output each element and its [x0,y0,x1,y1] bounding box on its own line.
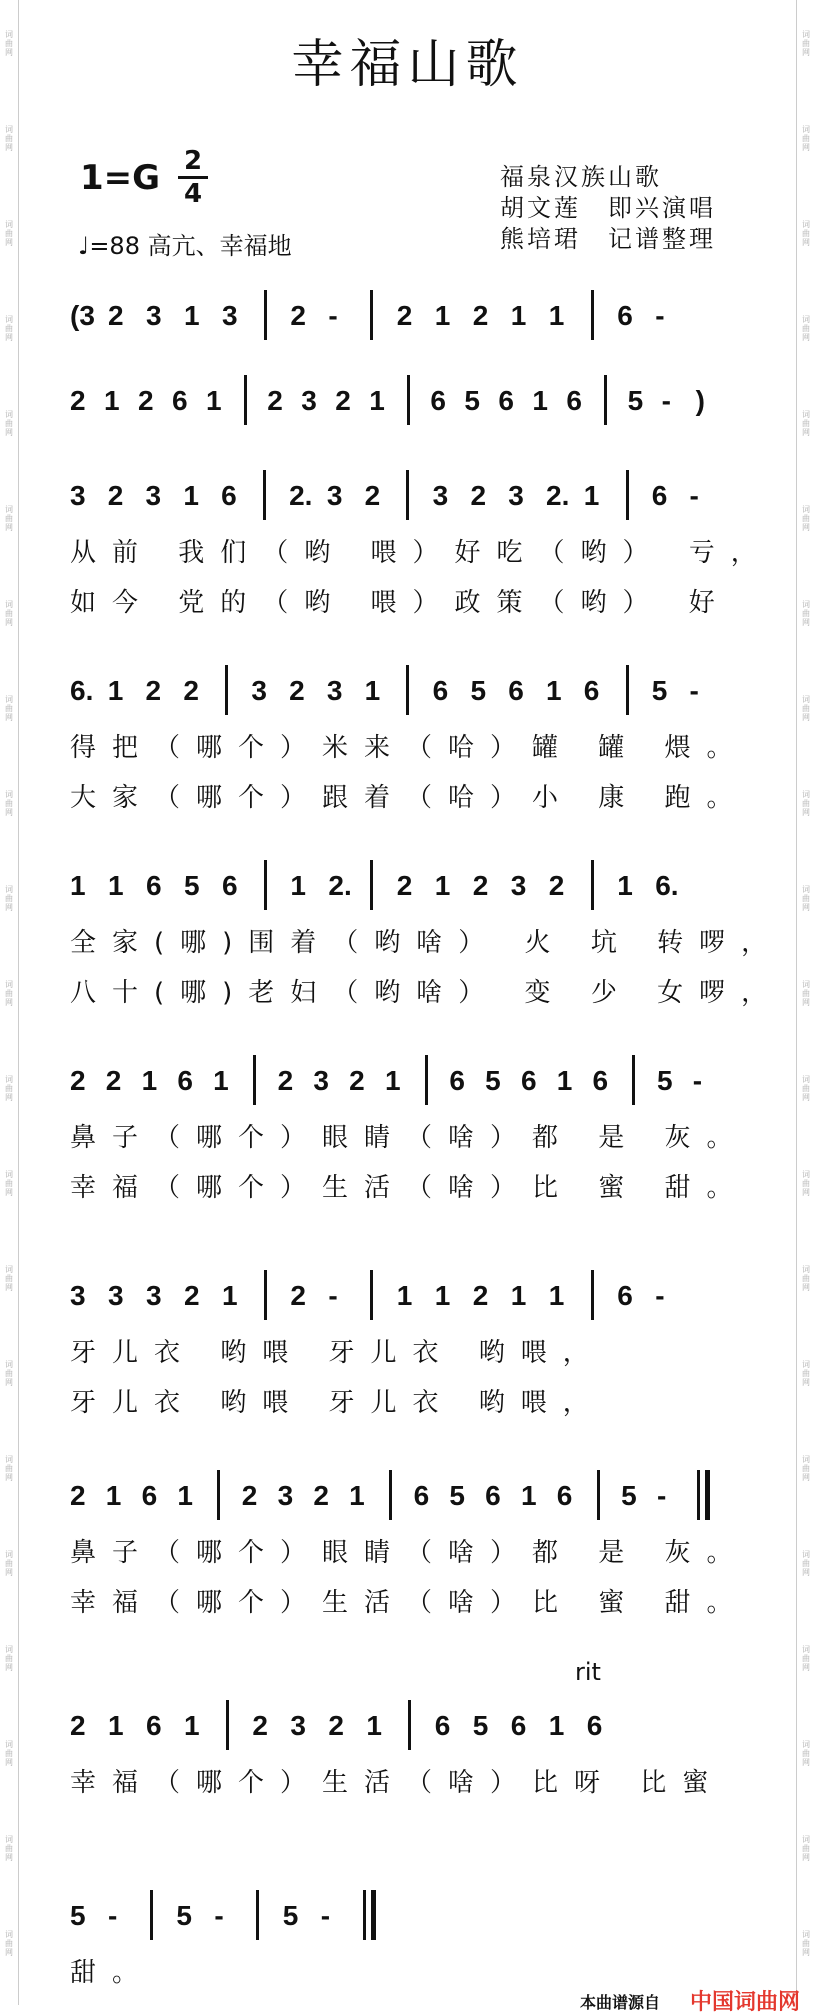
watermark-text: 词 曲 网 [5,1835,13,1862]
watermark-text: 词 曲 网 [5,30,13,57]
notation-line [70,1470,760,1520]
note: 1 [213,1065,229,1096]
note: 2 [364,480,381,511]
note: 5 [656,1065,673,1096]
note: 1 [556,1065,573,1096]
note: 3 [290,1710,306,1741]
note: 5 [282,1900,299,1931]
note: 2. [289,480,313,511]
notation-line [70,1890,760,1940]
watermark-text: 词 曲 网 [5,1360,13,1387]
note: 6 [485,1480,501,1511]
note: 6 [434,1710,451,1741]
bar-line [263,470,266,520]
bar-line [626,665,629,715]
watermark-text: 词 曲 网 [802,125,810,152]
note: 1 [349,1480,365,1511]
note: 2 [470,480,487,511]
lyric-line: 幸福（哪个）生活（啥）比 蜜 甜。 [70,1173,749,1203]
note: 6. [655,870,679,901]
watermark-text: 词 曲 网 [5,1550,13,1577]
watermark-text: 词 曲 网 [802,220,810,247]
bar-line [591,860,594,910]
note: 1 [206,385,222,416]
time-bottom: 4 [183,179,203,209]
bar-line [217,1470,220,1520]
note: 6 [583,675,600,706]
note: 1 [184,300,200,331]
note: 2 [349,1065,365,1096]
tempo-mark: rit [575,1658,601,1686]
note: 3 [277,1480,294,1511]
note: 1 [532,385,548,416]
note: 6 [498,385,514,416]
bar-line [150,1890,153,1940]
note: 2 [145,675,162,706]
note: 2 [290,300,306,331]
watermark-text: 词 曲 网 [5,885,13,912]
bar-line [370,1270,373,1320]
note: 2 [252,1710,268,1741]
note: 1 [520,1480,537,1511]
note: 2 [108,300,124,331]
lyric-line: 甜。 [70,1958,155,1988]
notation-line [70,470,760,520]
watermark-text: 词 曲 网 [5,1740,13,1767]
note: 2 [289,675,305,706]
note: 5 [464,385,480,416]
note: 1 [546,675,562,706]
note: 1 [548,1710,565,1741]
watermark-text: 词 曲 网 [5,1455,13,1482]
note: 1 [141,1065,158,1096]
bar-line [406,470,409,520]
note: 2 [472,870,489,901]
credits [500,162,716,255]
note: 5 [651,675,668,706]
note: 2 [548,870,565,901]
note: 1 [434,870,451,901]
watermark-text: 词 曲 网 [802,1835,810,1862]
lyric-line: 从前 我们（哟 喂）好吃（哟） 亏， [70,538,773,568]
note: 2 [313,1480,329,1511]
watermark-text: 词 曲 网 [802,1075,810,1102]
note: 1 [617,870,633,901]
note: 1 [184,1710,200,1741]
bar-line [591,290,594,340]
note: ) [695,385,705,416]
note: - [320,1900,331,1931]
note: 3 [510,870,527,901]
bar-line [264,290,267,340]
bar-line [632,1055,635,1105]
bar-line [407,375,410,425]
lyric-line: 大家（哪个）跟着（哈）小 康 跑。 [70,783,749,813]
watermark-text: 词 曲 网 [802,315,810,342]
lyric-line: 牙儿衣 哟喂 牙儿衣 哟喂， [70,1388,605,1418]
note: 2 [472,300,489,331]
note: 2 [138,385,154,416]
bar-line [244,375,247,425]
note: - [328,300,338,331]
watermark-text: 词 曲 网 [802,980,810,1007]
note: 3 [301,385,317,416]
note: 2 [267,385,283,416]
lyric-line: 如今 党的（哟 喂）政策（哟） 好 [70,588,731,618]
note: 2 [328,1710,344,1741]
note: 1 [177,1480,193,1511]
bar-line [591,1270,594,1320]
watermark-text: 词 曲 网 [5,1170,13,1197]
note: 2 [335,385,351,416]
note: 2 [277,1065,294,1096]
note: 6 [221,480,237,511]
bar-line [264,1270,267,1320]
note: 1 [510,1280,527,1311]
note: 2 [70,385,86,416]
note: 3 [146,1280,162,1311]
bar-line [389,1470,392,1520]
note: - [108,1900,118,1931]
note: 6 [510,1710,527,1741]
note: 6 [520,1065,537,1096]
footer-brand: 中国词曲网 [690,1990,801,2015]
watermark-text: 词 曲 网 [5,315,13,342]
note: 6 [617,300,633,331]
note: 2 [290,1280,306,1311]
watermark-text: 词 曲 网 [802,790,810,817]
note: 5 [627,385,644,416]
note: 1 [396,1280,413,1311]
time-signature [178,148,208,207]
note: 3 [108,1280,124,1311]
bar-line [626,470,629,520]
credit-line: 福泉汉族山歌 [500,163,662,191]
note: 3 [508,480,524,511]
note: 6 [586,1710,603,1741]
note: 1 [434,300,451,331]
note: 1 [364,675,381,706]
note: 6 [413,1480,430,1511]
bar-line [705,1470,710,1520]
note: 1 [510,300,527,331]
watermark-text: 词 曲 网 [5,790,13,817]
watermark-text: 词 曲 网 [5,695,13,722]
note: - [661,385,671,416]
note: 1 [108,870,124,901]
watermark-text: 词 曲 网 [5,1265,13,1292]
bar-line [425,1055,428,1105]
bar-line [226,1700,229,1750]
note: 1 [434,1280,451,1311]
page-title: 幸福山歌 [291,35,524,95]
note: 1 [548,1280,565,1311]
note: 1 [108,1710,124,1741]
credit-line: 胡文莲 即兴演唱 [500,194,716,222]
tempo: ♩=88 高亢、幸福地 [78,232,292,260]
watermark-text: 词 曲 网 [5,980,13,1007]
note: - [655,1280,665,1311]
note: 2 [70,1065,86,1096]
watermark-text: 词 曲 网 [5,1645,13,1672]
bar-line [370,860,373,910]
note: 1 [583,480,600,511]
note: - [655,300,665,331]
note: 3 [70,1280,86,1311]
lyric-line: 牙儿衣 哟喂 牙儿衣 哟喂， [70,1338,605,1368]
bar-line [363,1890,366,1940]
note: 5 [472,1710,489,1741]
bar-line [406,665,409,715]
watermark-text: 词 曲 网 [5,125,13,152]
note: 5 [70,1900,86,1931]
note: 5 [449,1480,465,1511]
note: 2 [107,480,124,511]
note: 1 [70,870,86,901]
note: - [689,675,699,706]
watermark-text: 词 曲 网 [802,1170,810,1197]
note: 1 [107,675,124,706]
note: 3 [146,300,162,331]
watermark-text: 词 曲 网 [802,410,810,437]
lyric-line: 幸福（哪个）生活（啥）比呀 比蜜 [70,1768,725,1798]
bar-line [408,1700,411,1750]
bar-line [264,860,267,910]
note: 6 [432,675,449,706]
note: 2. [328,870,352,901]
lyric-line: 幸福（哪个）生活（啥）比 蜜 甜。 [70,1588,749,1618]
watermark-text: 词 曲 网 [5,410,13,437]
watermark-text: 词 曲 网 [802,1455,810,1482]
watermark-text: 词 曲 网 [5,1075,13,1102]
watermark-text: 词 曲 网 [802,1550,810,1577]
note: 6 [177,1065,193,1096]
note: 6 [449,1065,465,1096]
note: 1 [290,870,306,901]
notation-line [70,375,760,425]
note: 2 [241,1480,258,1511]
note: - [328,1280,338,1311]
note: 6 [566,385,582,416]
lyric-line: 鼻子（哪个）眼睛（啥）都 是 灰。 [70,1123,749,1153]
watermark-text: 词 曲 网 [802,1360,810,1387]
note: 1 [384,1065,401,1096]
bar-line [697,1470,700,1520]
lyric-line: 全家(哪)围着（哟啥） 火 坑 转啰， [70,928,784,958]
watermark-text: 词 曲 网 [802,30,810,57]
note: 2 [184,1280,200,1311]
footer-source: 本曲谱源自 [580,1993,661,2012]
note: 3 [313,1065,329,1096]
note: 6 [430,385,446,416]
watermark-text: 词 曲 网 [802,600,810,627]
watermark-text: 词 曲 网 [802,1645,810,1672]
notation-line [70,290,760,340]
note: 5 [184,870,200,901]
notation-line [70,1700,760,1750]
note: 2 [396,870,413,901]
bar-line [225,665,228,715]
watermark-text: 词 曲 网 [802,695,810,722]
bar-line [604,375,607,425]
credit-line: 熊培珺 记谱整理 [500,225,716,253]
watermark-text: 词 曲 网 [802,1930,810,1957]
note: 1 [104,385,120,416]
note: 6 [508,675,524,706]
note: 2 [70,1710,86,1741]
notation-line [70,1055,760,1105]
watermark-text: 词 曲 网 [5,220,13,247]
note: 2 [396,300,413,331]
note: - [689,480,699,511]
note: 3 [222,300,238,331]
note: 3 [70,480,86,511]
lyric-line: 八十(哪)老妇（哟啥） 变 少 女啰， [70,978,784,1008]
note: - [692,1065,703,1096]
notation-line [70,860,760,910]
note: 3 [326,480,343,511]
note: 3 [432,480,449,511]
watermark-text: 词 曲 网 [802,505,810,532]
note: 6 [651,480,668,511]
note: 2. [546,480,570,511]
note: 6 [141,1480,158,1511]
note: 3 [145,480,162,511]
watermark-text: 词 曲 网 [802,885,810,912]
watermark-text: 词 曲 网 [5,600,13,627]
note: 5 [176,1900,192,1931]
lyric-line: 得把（哪个）米来（哈）罐 罐 煨。 [70,733,749,763]
key-signature: 1=G [80,158,161,198]
watermark-text: 词 曲 网 [5,1930,13,1957]
note: 1 [183,480,199,511]
note: 1 [222,1280,238,1311]
note: 2 [472,1280,489,1311]
bar-line [256,1890,259,1940]
note: 2 [183,675,199,706]
bar-line [370,290,373,340]
bar-line [371,1890,376,1940]
note: 2 [105,1065,122,1096]
note: 1 [105,1480,122,1511]
note: 6. [70,675,94,706]
note: 6 [172,385,188,416]
bar-line [597,1470,600,1520]
note: 6 [617,1280,633,1311]
lyric-line: 鼻子（哪个）眼睛（啥）都 是 灰。 [70,1538,749,1568]
note: 1 [548,300,565,331]
watermark-text: 词 曲 网 [5,505,13,532]
note: 6 [222,870,238,901]
note: - [214,1900,224,1931]
note: 2 [70,1480,86,1511]
note: 1 [366,1710,382,1741]
note: 6 [146,870,162,901]
note: 5 [470,675,487,706]
bar-line [253,1055,256,1105]
note: 6 [592,1065,609,1096]
notation-line [70,1270,760,1320]
watermark-text: 词 曲 网 [802,1740,810,1767]
watermark-text: 词 曲 网 [802,1265,810,1292]
note: 3 [251,675,267,706]
note: 1 [369,385,385,416]
note: 5 [485,1065,501,1096]
note: 3 [326,675,343,706]
notation-line [70,665,760,715]
note: (3 [70,300,95,331]
note: 6 [556,1480,573,1511]
note: 6 [146,1710,162,1741]
note: 5 [621,1480,637,1511]
note: - [656,1480,667,1511]
time-top: 2 [183,146,203,176]
